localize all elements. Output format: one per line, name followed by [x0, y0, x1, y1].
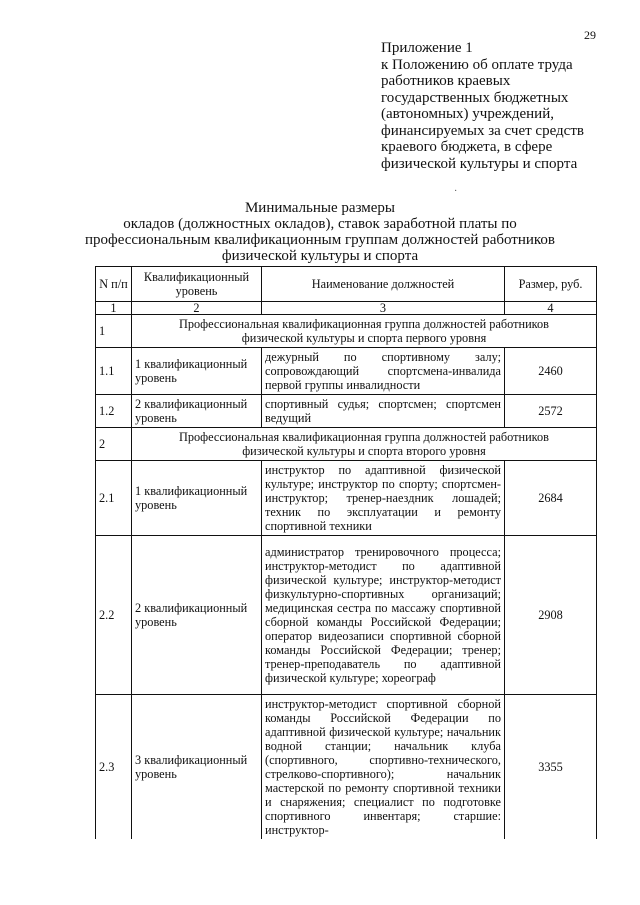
column-number: 1: [96, 302, 132, 315]
group-num: 2: [96, 428, 132, 461]
row-positions: дежурный по спортивному залу; сопровождающий спортсмена-инвалида первой группы инвалидности: [262, 348, 505, 395]
group-row: [96, 315, 597, 348]
table-row: [96, 395, 597, 428]
row-level: 3 квалификационный уровень: [132, 695, 262, 840]
table-row: [96, 536, 597, 695]
row-positions: инструктор по адаптивной физической культуре; инструктор по спорту; спортсмен-инструктор; тренер-наездник лошадей; техник по эксплуатации и ремонту спортивной техники: [262, 461, 505, 536]
row-num: 2.3: [96, 695, 132, 840]
row-amount: 3355: [505, 695, 597, 840]
header-level: Квалификационный уровень: [132, 267, 262, 302]
header-amount: Размер, руб.: [505, 267, 597, 302]
row-level: 2 квалификационный уровень: [132, 536, 262, 695]
group-title: Профессиональная квалификационная группа должностей работников физической культуры и спорта первого уровня: [132, 315, 597, 348]
row-positions: администратор тренировочного процесса; инструктор-методист по адаптивной физической культуре; инструктор-методист физкультурно-спортивных организаций; медицинская сестра по массажу спортивной сборной команды Российской Федерации; оператор видеозаписи спортивной сборной команды Российской Федерации; тренер; тренер-преподаватель по адаптивной физической культуре; хореограф: [262, 536, 505, 695]
row-level: 1 квалификационный уровень: [132, 461, 262, 536]
row-num: 2.1: [96, 461, 132, 536]
table-row: [96, 695, 597, 840]
row-positions: спортивный судья; спортсмен; спортсмен ведущий: [262, 395, 505, 428]
row-amount: 2908: [505, 536, 597, 695]
row-amount: 2460: [505, 348, 597, 395]
stray-mark: ·: [454, 186, 458, 197]
salary-table: [95, 266, 597, 839]
document-title: Минимальные размеры окладов (должностных окладов), ставок заработной платы по профессиональным квалификационным группам должностей работников физической культуры и спорта: [84, 200, 556, 264]
table-row: [96, 461, 597, 536]
row-num: 1.2: [96, 395, 132, 428]
row-amount: 2572: [505, 395, 597, 428]
column-number-row: [96, 302, 597, 315]
group-title: Профессиональная квалификационная группа должностей работников физической культуры и спорта второго уровня: [132, 428, 597, 461]
row-positions: инструктор-методист спортивной сборной команды Российской Федерации по адаптивной физической культуре; начальник водной станции; начальник клуба (спортивного, спортивно-технического, стрелково-спортивного); начальник мастерской по ремонту спортивной техники и снаряжения; специалист по подготовке спортивного инвентаря; старшие: инструктор-: [262, 695, 505, 840]
row-amount: 2684: [505, 461, 597, 536]
column-number: 2: [132, 302, 262, 315]
column-number: 4: [505, 302, 597, 315]
group-row: [96, 428, 597, 461]
row-num: 1.1: [96, 348, 132, 395]
header-positions: Наименование должностей: [262, 267, 505, 302]
row-num: 2.2: [96, 536, 132, 695]
table-header-row: [96, 267, 597, 302]
table-row: [96, 348, 597, 395]
page-number: 29: [584, 28, 596, 42]
row-level: 2 квалификационный уровень: [132, 395, 262, 428]
appendix-header: Приложение 1 к Положению об оплате труда работников краевых государственных бюджетных (автономных) учреждений, финансируемых за счет средств краевого бюджета, в сфере физической культуры и спорта: [381, 40, 584, 172]
row-level: 1 квалификационный уровень: [132, 348, 262, 395]
column-number: 3: [262, 302, 505, 315]
group-num: 1: [96, 315, 132, 348]
header-num: N п/п: [96, 267, 132, 302]
